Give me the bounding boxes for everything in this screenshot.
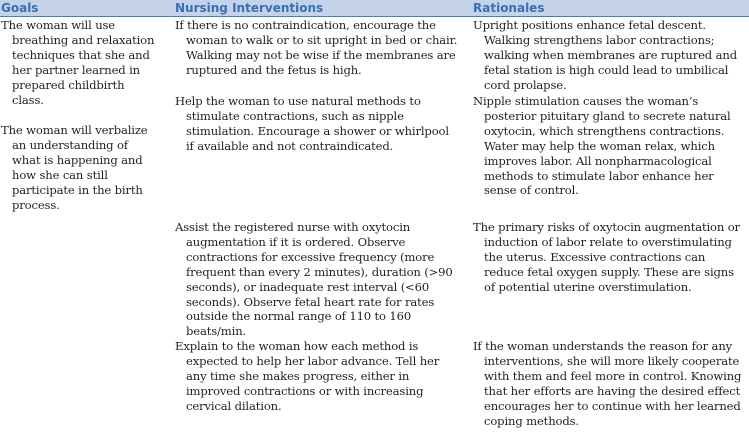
intervention-text: Assist the registered nurse with oxytocin augmentation if it is ordered. Observe contractions for excessive frequency (more frequent than every 2 minutes), duration (>90 seconds), or inadequate rest interval (<60 seconds). Observe fetal heart rate for rates outside the normal range of 110 to 160 beats/min. (175, 220, 453, 339)
goal-text: The woman will verbalize an understanding of what is happening and how she can still participate in the birth process. (1, 123, 148, 212)
rationale-text: If the woman understands the reason for any interventions, she will more likely cooperate with them and feel more in control. Knowing that her efforts are having the desired effect encourages her to continue with her learned coping methods. (473, 339, 742, 428)
goal-cell-2 (1, 123, 159, 212)
column-header-rationales: Rationales (473, 1, 545, 15)
intervention-cell-1 (175, 18, 460, 78)
rationale-cell-1 (473, 18, 748, 93)
column-header-nursing-interventions: Nursing Interventions (175, 1, 324, 15)
header-divider (0, 16, 749, 17)
goal-text: The woman will use breathing and relaxation techniques that she and her partner learned in prepared childbirth class. (1, 18, 155, 107)
rationale-cell-2 (473, 94, 748, 198)
intervention-cell-3 (175, 220, 460, 339)
rationale-cell-3 (473, 220, 748, 295)
rationale-text: Upright positions enhance fetal descent. Walking strengthens labor contractions; walking when membranes are ruptured and fetal station is high could lead to umbilical cord prolapse. (473, 18, 737, 92)
column-header-goals: Goals (1, 1, 39, 15)
goal-cell-1 (1, 18, 159, 107)
rationale-cell-4 (473, 339, 748, 428)
rationale-text: The primary risks of oxytocin augmentation or induction of labor relate to overstimulating the uterus. Excessive contractions can reduce fetal oxygen supply. These are signs of potential uterine overstimulation. (473, 220, 740, 294)
intervention-cell-2 (175, 94, 460, 154)
rationale-text: Nipple stimulation causes the woman’s posterior pituitary gland to secrete natural oxytocin, which strengthens contractions. Water may help the woman relax, which improves labor. All nonpharmacological methods to stimulate labor enhance her sense of control. (473, 94, 731, 198)
intervention-text: Explain to the woman how each method is expected to help her labor advance. Tell her any time she makes progress, either in improved contractions or with increasing cervical dilation. (175, 339, 440, 413)
intervention-text: If there is no contraindication, encourage the woman to walk or to sit upright in bed or chair. Walking may not be wise if the membranes are ruptured and the fetus is high. (175, 18, 458, 77)
table-header-row (0, 0, 749, 16)
intervention-text: Help the woman to use natural methods to stimulate contractions, such as nipple stimulation. Encourage a shower or whirlpool if available and not contraindicated. (175, 94, 449, 153)
intervention-cell-4 (175, 339, 460, 414)
